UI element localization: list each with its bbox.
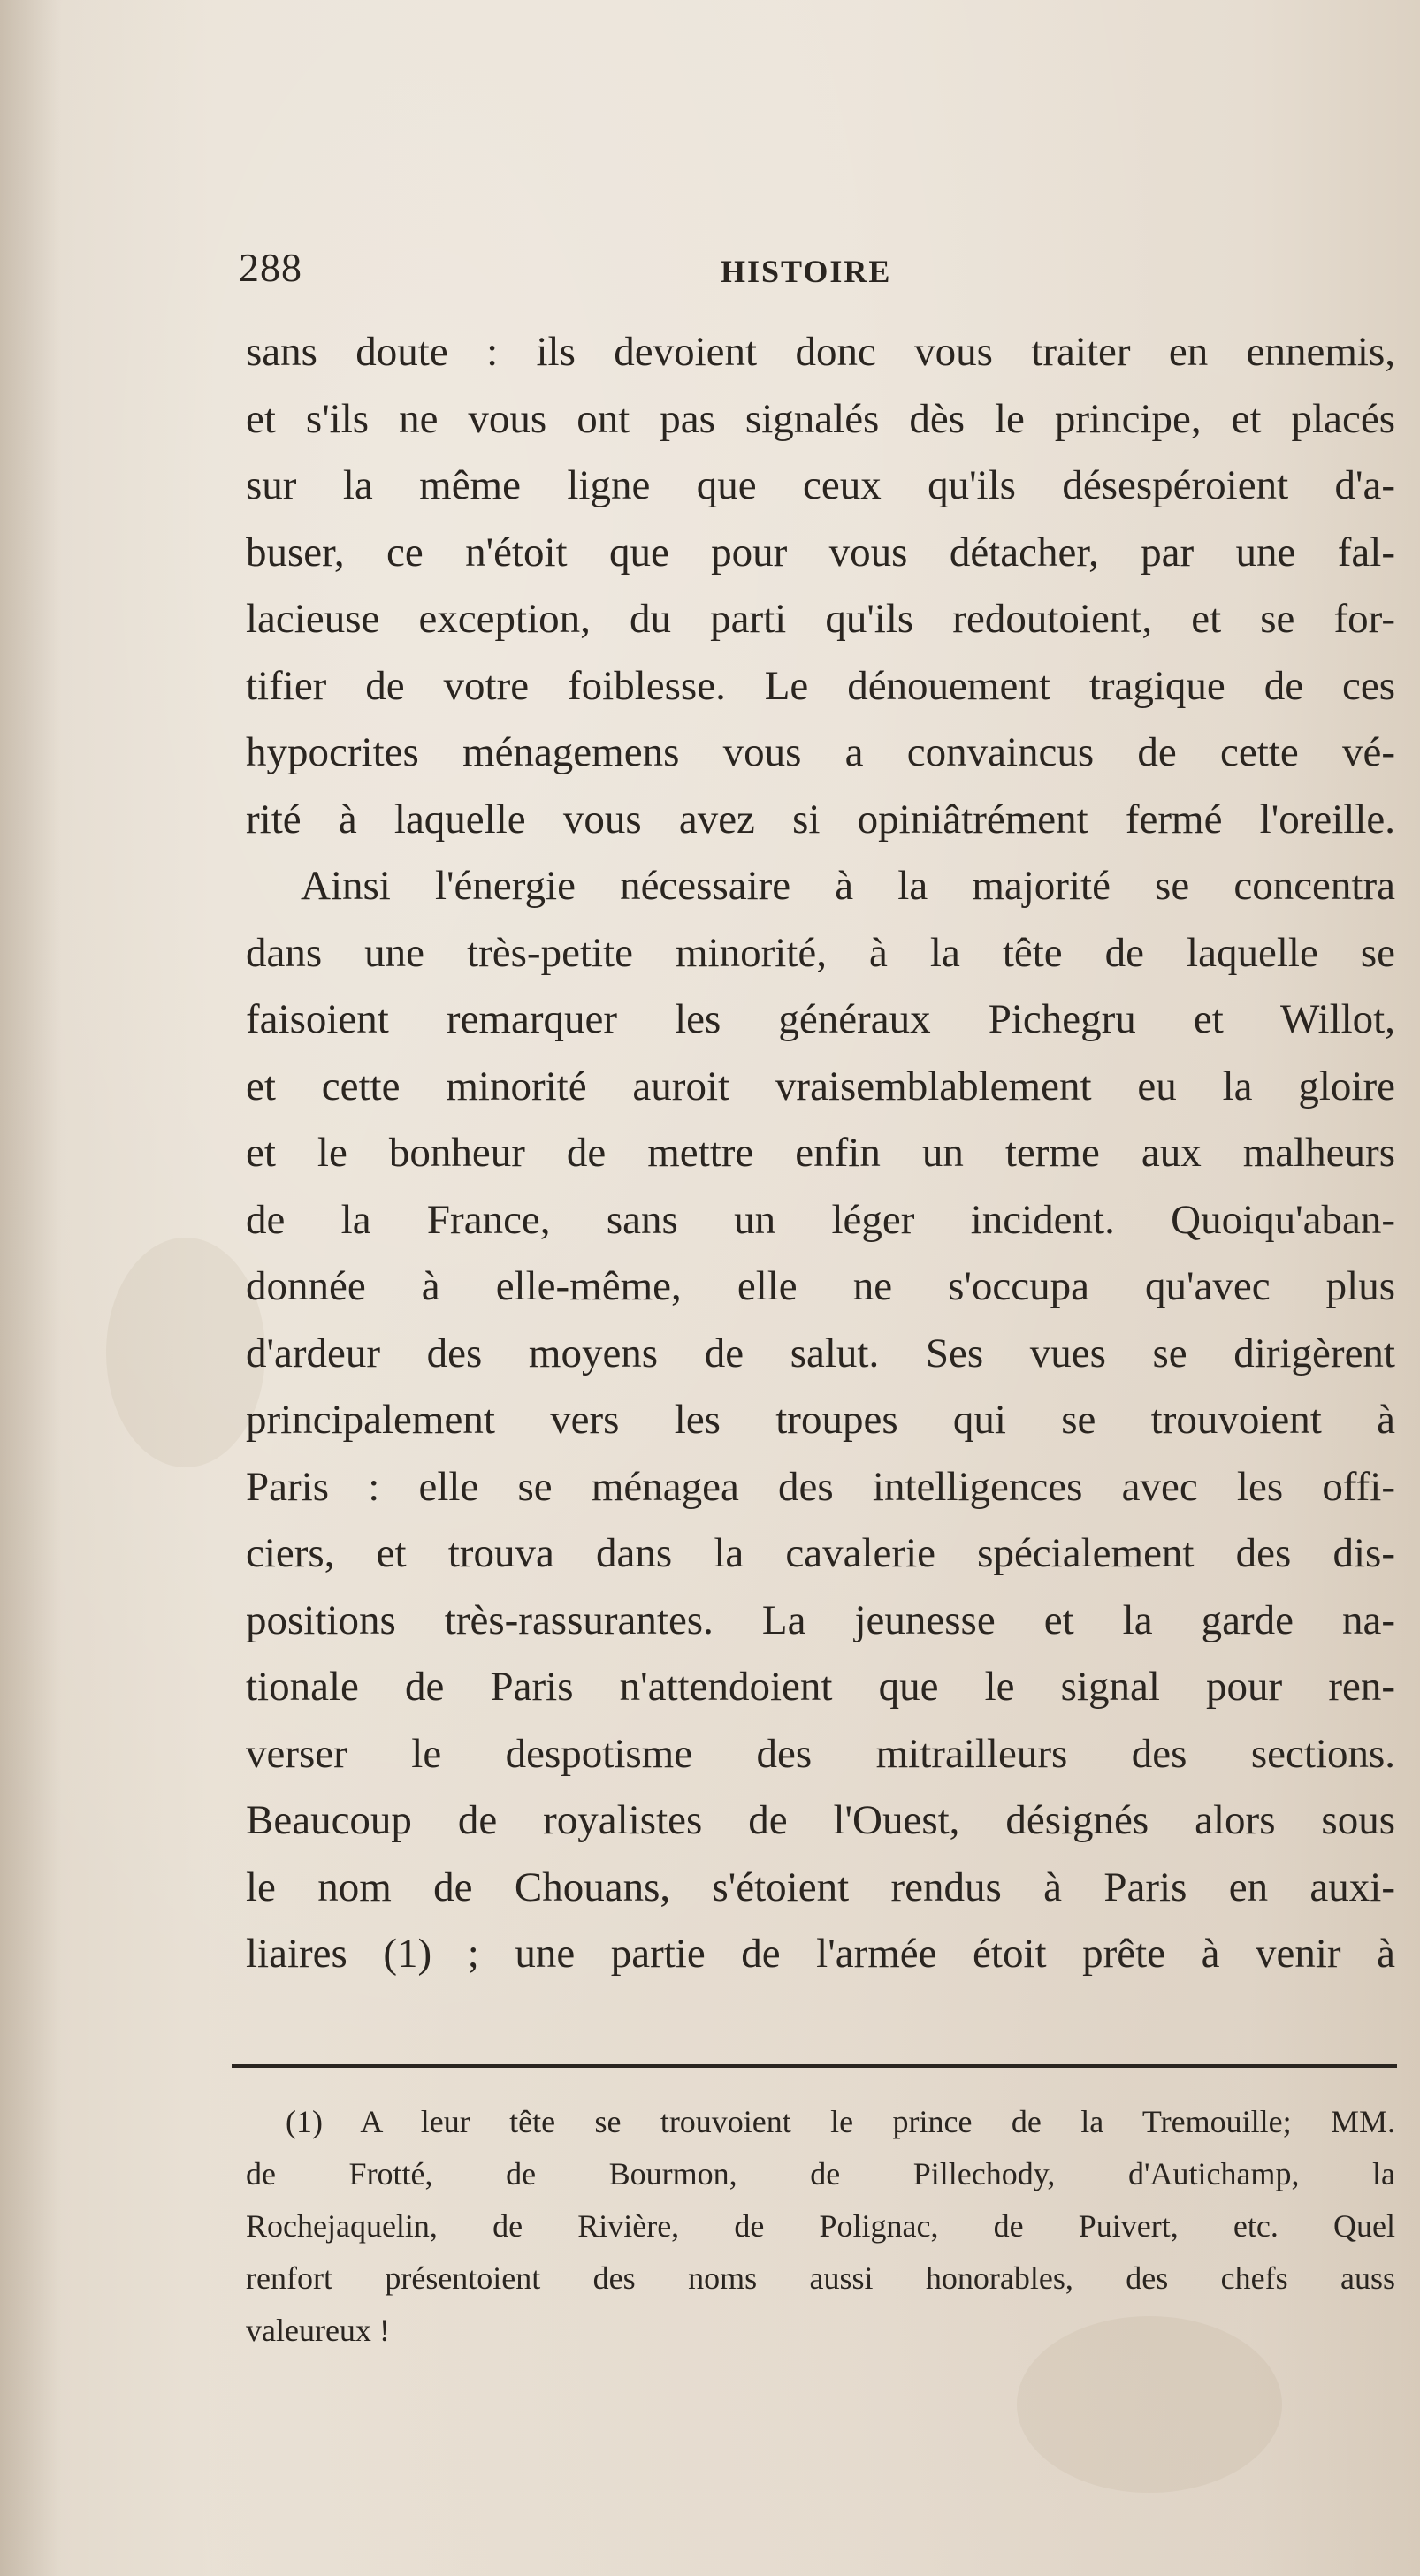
text-line: positions très-rassurantes. La jeunesse et la garde na- (246, 1597, 1395, 1643)
text-line: principalement vers les troupes qui se trouvoient à (246, 1397, 1395, 1443)
text-line: hypocrites ménagemens vous a convaincus de cette vé- (246, 729, 1395, 775)
text-line: faisoient remarquer les généraux Pichegru et Willot, (246, 996, 1395, 1042)
text-line: et le bonheur de mettre enfin un terme aux malheurs (246, 1130, 1395, 1176)
footnote-line: renfort présentoient des noms aussi honorables, des chefs auss (246, 2260, 1395, 2296)
text-line: de la France, sans un léger incident. Quoiqu'aban- (246, 1196, 1395, 1243)
text-line: d'ardeur des moyens de salut. Ses vues se dirigèrent (246, 1330, 1395, 1376)
footnote-line: valeureux ! (246, 2313, 390, 2348)
footnote-line: Rochejaquelin, de Rivière, de Polignac, de Puivert, etc. Quel (246, 2208, 1395, 2244)
text-line: sans doute : ils devoient donc vous traiter en ennemis, (246, 329, 1395, 375)
text-line: donnée à elle-même, elle ne s'occupa qu'avec plus (246, 1263, 1395, 1309)
text-line: lacieuse exception, du parti qu'ils redoutoient, et se for- (246, 596, 1395, 642)
text-line: tifier de votre foiblesse. Le dénouement tragique de ces (246, 662, 1395, 709)
text-line: Beaucoup de royalistes de l'Ouest, désignés alors sous (246, 1797, 1395, 1843)
text-line: ciers, et trouva dans la cavalerie spécialement des dis- (246, 1530, 1395, 1576)
page-number: 288 (239, 245, 302, 290)
text-line: et cette minorité auroit vraisemblablement eu la gloire (246, 1063, 1395, 1109)
text-line: rité à laquelle vous avez si opiniâtrément fermé l'oreille. (246, 796, 1395, 842)
running-head: HISTOIRE (721, 254, 892, 289)
footnote-line: de Frotté, de Bourmon, de Pillechody, d'Autichamp, la (246, 2156, 1395, 2191)
page-header (239, 244, 1397, 297)
text-line: dans une très-petite minorité, à la tête de laquelle se (246, 929, 1395, 976)
footnote-rule (232, 2064, 1397, 2068)
body-text (246, 319, 1395, 1988)
footnote-line: (1) A leur tête se trouvoient le prince de la Tremouille; MM. (286, 2104, 1395, 2139)
text-line: buser, ce n'étoit que pour vous détacher, par une fal- (246, 529, 1395, 575)
text-line: le nom de Chouans, s'étoient rendus à Paris en auxi- (246, 1863, 1395, 1910)
text-line: tionale de Paris n'attendoient que le signal pour ren- (246, 1664, 1395, 1710)
footnote (246, 2096, 1395, 2357)
text-line: sur la même ligne que ceux qu'ils désespéroient d'a- (246, 462, 1395, 508)
paragraph-start-line: Ainsi l'énergie nécessaire à la majorité se concentra (301, 863, 1395, 909)
paper-stain (106, 1238, 265, 1467)
text-line: liaires (1) ; une partie de l'armée étoit prête à venir à (246, 1931, 1395, 1977)
text-line: et s'ils ne vous ont pas signalés dès le principe, et placés (246, 395, 1395, 442)
text-line: verser le despotisme des mitrailleurs des sections. (246, 1730, 1395, 1777)
text-line: Paris : elle se ménagea des intelligences avec les offi- (246, 1463, 1395, 1510)
